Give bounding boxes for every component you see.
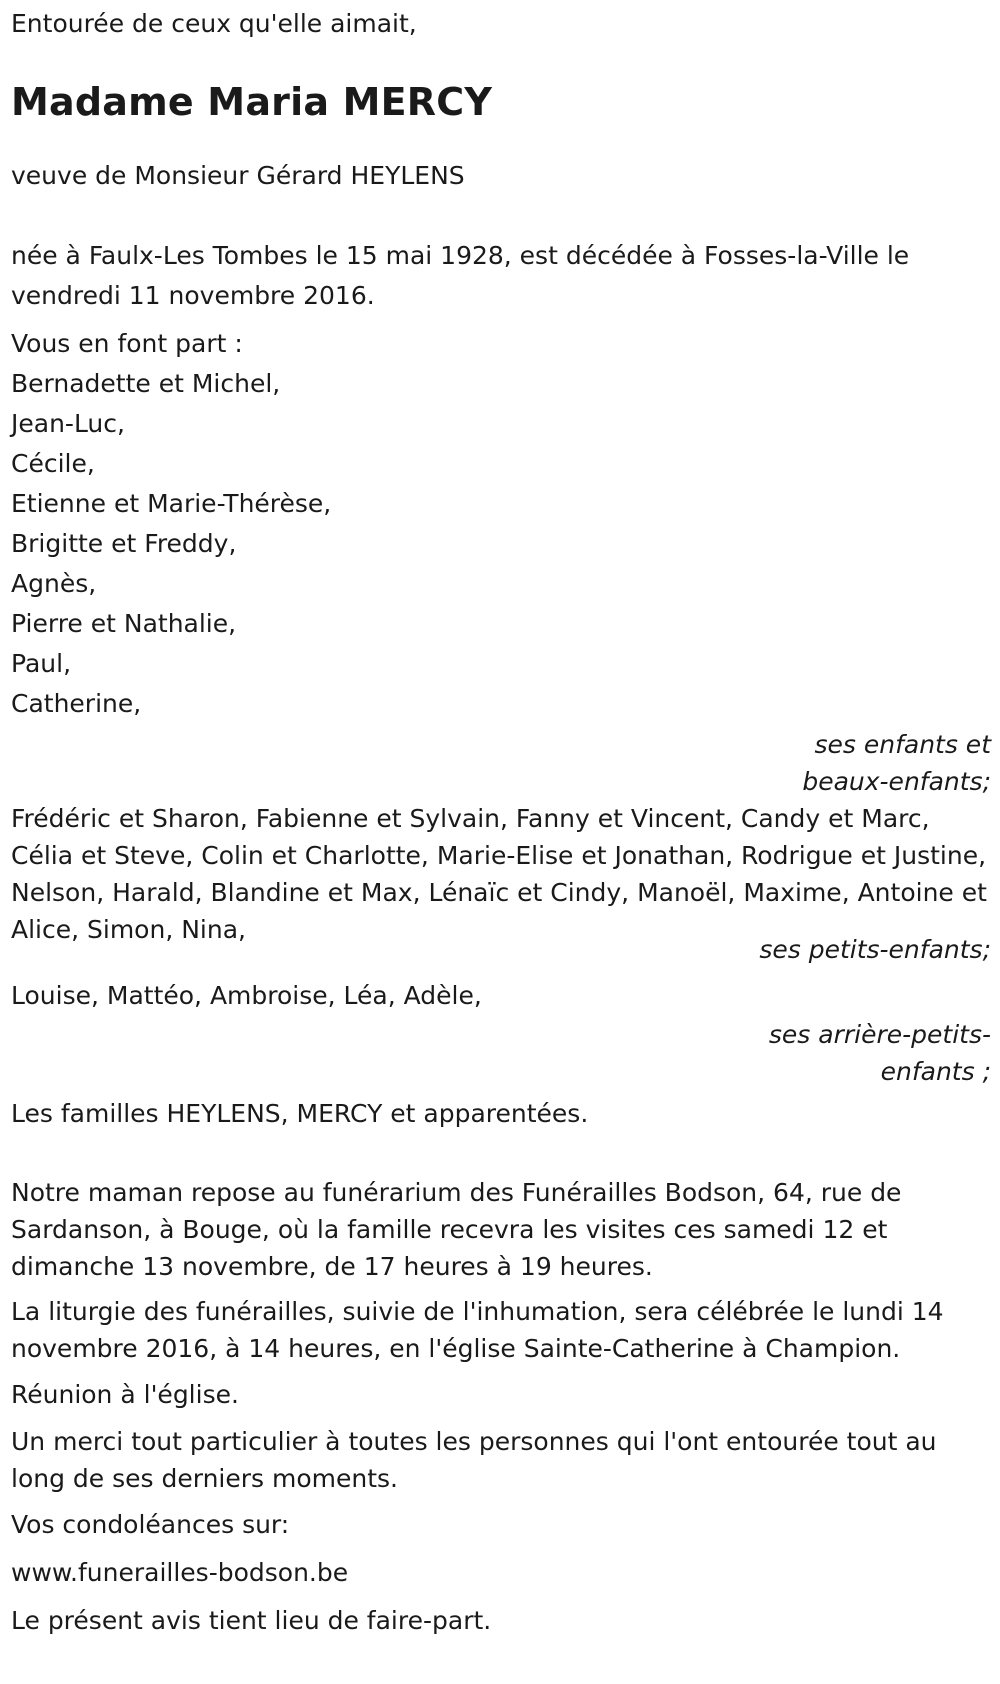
- birth-death-text: née à Faulx-Les Tombes le 15 mai 1928, est décédée à Fosses-la-Ville le vendredi 11 novembre 2016.: [11, 241, 910, 310]
- child-entry: Cécile,: [11, 449, 95, 478]
- child-entry: Bernadette et Michel,: [11, 369, 281, 398]
- great-grandchildren-relation-line2: enfants ;: [880, 1057, 991, 1086]
- child-entry: Catherine,: [11, 689, 142, 718]
- reunion-text: Réunion à l'église.: [11, 1380, 239, 1409]
- child-entry: Paul,: [11, 649, 72, 678]
- child-entry: Agnès,: [11, 569, 97, 598]
- thanks-text: Un merci tout particulier à toutes les personnes qui l'ont entourée tout au long de ses derniers moments.: [11, 1427, 937, 1493]
- grandchildren-relation: ses petits-enfants;: [759, 935, 991, 964]
- children-list: [11, 364, 991, 724]
- families-text: Les familles HEYLENS, MERCY et apparentées.: [11, 1099, 589, 1128]
- child-entry: Etienne et Marie-Thérèse,: [11, 489, 332, 518]
- notice-text: Le présent avis tient lieu de faire-part.: [11, 1606, 492, 1635]
- repose-text: Notre maman repose au funérarium des Funérailles Bodson, 64, rue de Sardanson, à Bouge, où la famille recevra les visites ces samedi 12 et dimanche 13 novembre, de 17 heures à 19 heures.: [11, 1178, 902, 1281]
- announce-label: Vous en font part :: [11, 329, 243, 358]
- child-entry: Pierre et Nathalie,: [11, 609, 237, 638]
- great-grandchildren-text: Louise, Mattéo, Ambroise, Léa, Adèle,: [11, 981, 482, 1010]
- grandchildren-text: Frédéric et Sharon, Fabienne et Sylvain, Fanny et Vincent, Candy et Marc, Célia et Steve, Colin et Charlotte, Marie-Elise et Jonathan, Rodrigue et Justine, Nelson, Harald, Blandine et Max, Lénaïc et Cindy, Manoël, Maxime, Antoine et Alice, Simon, Nina,: [11, 804, 987, 944]
- children-relation-line1: ses enfants et: [814, 730, 991, 759]
- condolences-label: Vos condoléances sur:: [11, 1510, 290, 1539]
- liturgy-text: La liturgie des funérailles, suivie de l'inhumation, sera célébrée le lundi 14 novembre 2016, à 14 heures, en l'église Sainte-Catherine à Champion.: [11, 1297, 944, 1363]
- spouse-text: veuve de Monsieur Gérard HEYLENS: [11, 161, 465, 190]
- child-entry: Brigitte et Freddy,: [11, 529, 237, 558]
- intro-text: Entourée de ceux qu'elle aimait,: [11, 9, 417, 38]
- great-grandchildren-relation-line1: ses arrière-petits-: [768, 1020, 991, 1049]
- deceased-name: Madame Maria MERCY: [11, 80, 493, 124]
- obituary-content: [11, 4, 991, 1641]
- child-entry: Jean-Luc,: [11, 409, 125, 438]
- children-relation-line2: beaux-enfants;: [802, 767, 991, 796]
- website-link[interactable]: www.funerailles-bodson.be: [11, 1558, 349, 1587]
